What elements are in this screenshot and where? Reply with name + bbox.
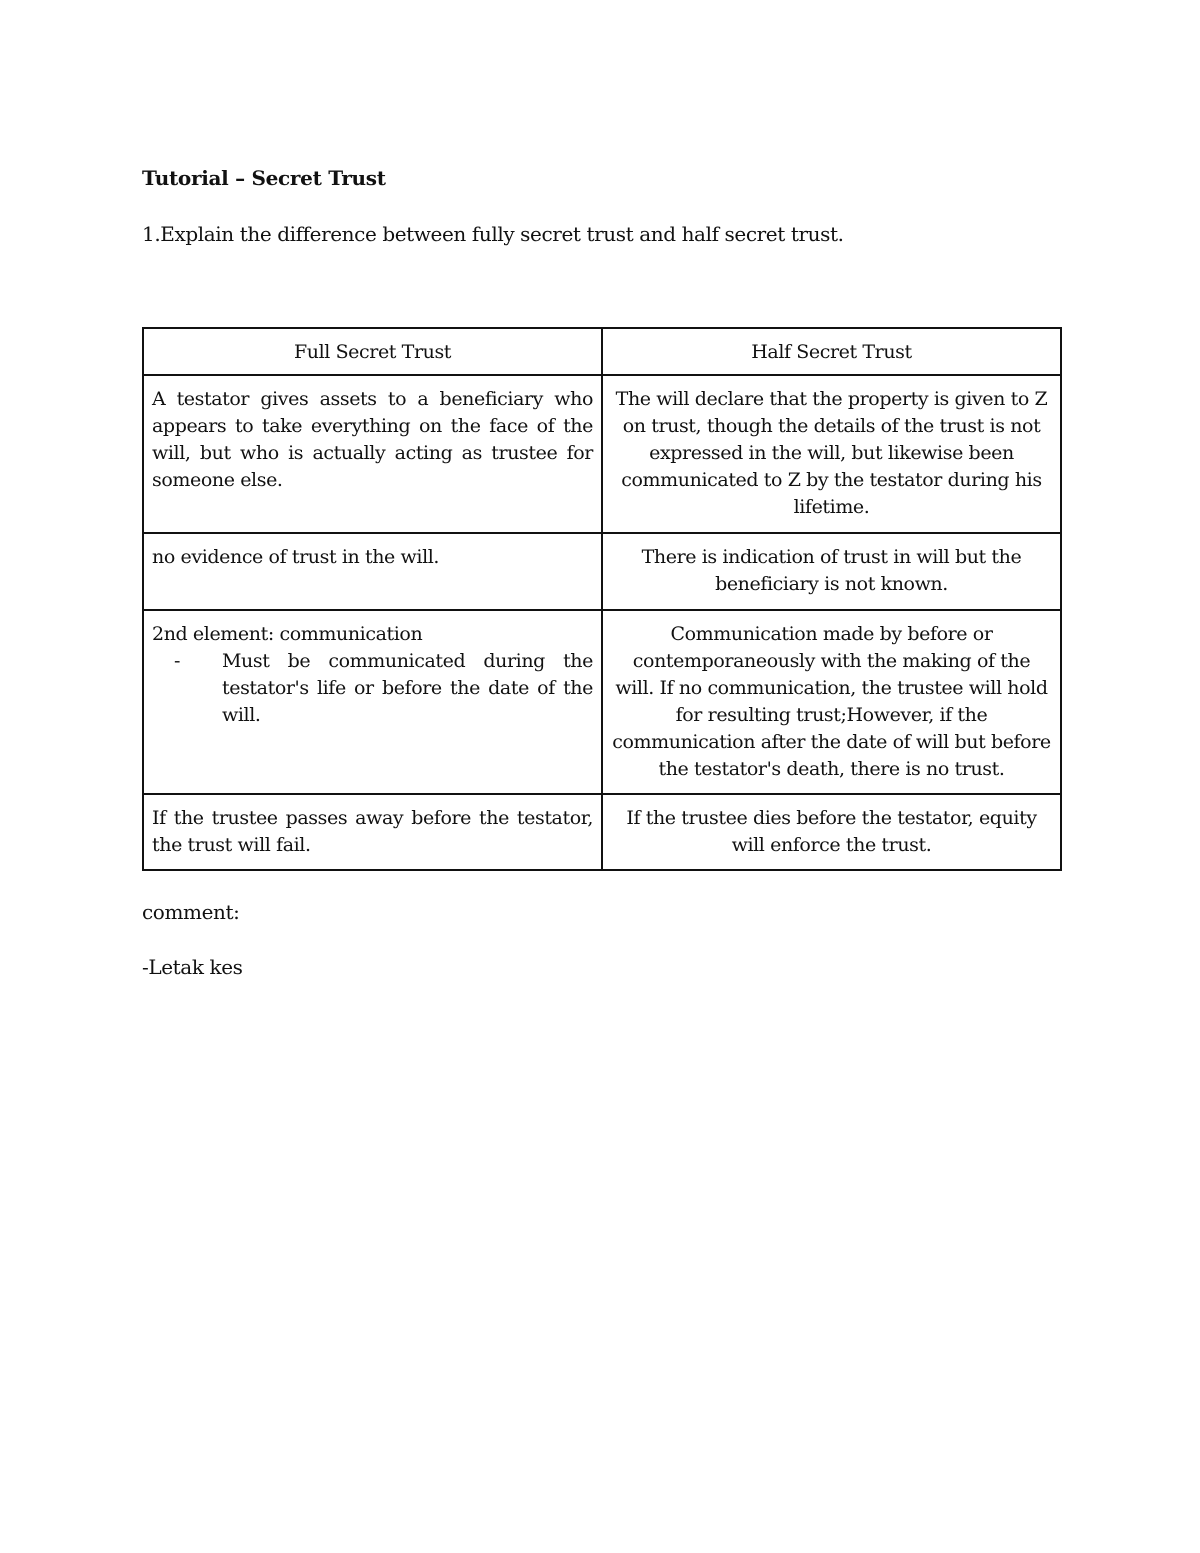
- comment-label: comment:: [142, 900, 240, 924]
- table-row: [143, 533, 1061, 610]
- cell-full-definition: A testator gives assets to a beneficiary who appears to take everything on the face of the will, but who is actually acting as trustee for someone else.: [143, 375, 602, 533]
- cell-half-definition: The will declare that the property is given to Z on trust, though the details of the trust is not expressed in the will, but likewise been communicated to Z by the testator during his lifetime.: [602, 375, 1061, 533]
- cell-full-trustee-death: If the trustee passes away before the testator, the trust will fail.: [143, 794, 602, 870]
- document-title: Tutorial – Secret Trust: [142, 166, 386, 190]
- cell-half-evidence: There is indication of trust in will but the beneficiary is not known.: [602, 533, 1061, 610]
- table-row: [143, 375, 1061, 533]
- cell-half-trustee-death: If the trustee dies before the testator, equity will enforce the trust.: [602, 794, 1061, 870]
- header-full-secret-trust: Full Secret Trust: [143, 328, 602, 375]
- table-row: [143, 610, 1061, 794]
- header-half-secret-trust: Half Secret Trust: [602, 328, 1061, 375]
- communication-heading: 2nd element: communication: [152, 623, 423, 645]
- comparison-table: [142, 327, 1062, 871]
- table-row: [143, 794, 1061, 870]
- cell-full-communication: [143, 610, 602, 794]
- cell-half-communication: Communication made by before or contemporaneously with the making of the will. If no communication, the trustee will hold for resulting trust;However, if the communication after the date of will but before the testator's death, there is no trust.: [602, 610, 1061, 794]
- communication-bullet: [174, 648, 593, 729]
- bullet-marker: -: [174, 650, 181, 672]
- cell-full-evidence: no evidence of trust in the will.: [143, 533, 602, 610]
- comment-note: -Letak kes: [142, 955, 243, 979]
- table-header-row: [143, 328, 1061, 375]
- question-text: 1.Explain the difference between fully secret trust and half secret trust.: [142, 222, 844, 246]
- bullet-text: Must be communicated during the testator's life or before the date of the will.: [222, 650, 593, 726]
